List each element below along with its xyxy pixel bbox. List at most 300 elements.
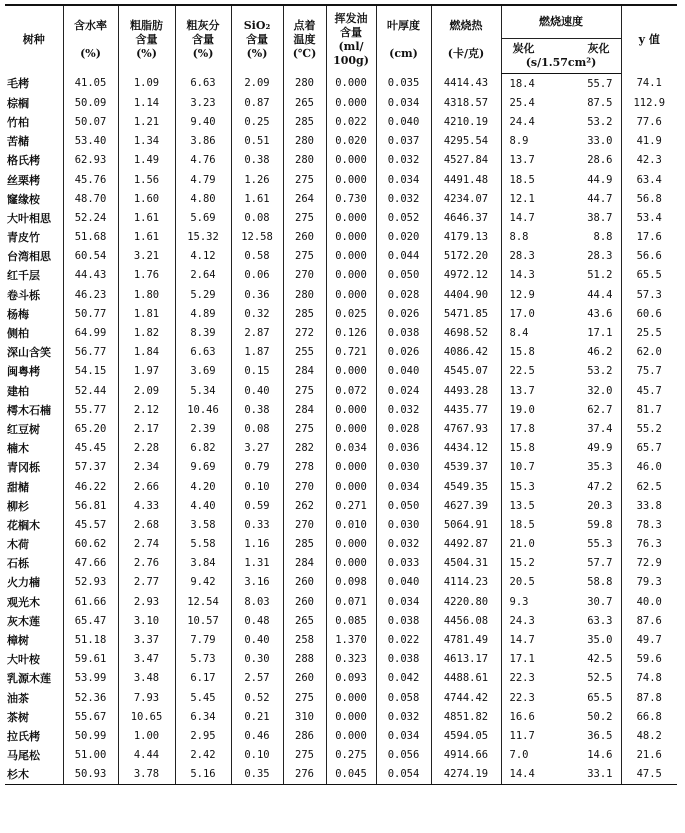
cell-sio2: 0.87 bbox=[231, 93, 283, 112]
cell-crude-ash: 6.63 bbox=[175, 74, 231, 94]
header-crude-ash-label2: 含量 bbox=[192, 32, 214, 46]
cell-sio2: 1.87 bbox=[231, 343, 283, 362]
cell-heat: 4414.43 bbox=[431, 74, 501, 94]
cell-moisture: 53.99 bbox=[63, 669, 118, 688]
cell-heat: 4914.66 bbox=[431, 746, 501, 765]
cell-crude-ash: 15.32 bbox=[175, 228, 231, 247]
cell-burn-char: 17.1 bbox=[501, 650, 555, 669]
cell-species: 窿缘桉 bbox=[7, 192, 40, 206]
header-burn-speed: 燃烧速度 bbox=[501, 5, 621, 39]
cell-y-value: 87.8 bbox=[621, 688, 677, 707]
cell-leaf-thickness: 0.052 bbox=[376, 208, 431, 227]
cell-crude-ash: 4.40 bbox=[175, 496, 231, 515]
cell-burn-ash: 52.5 bbox=[587, 672, 613, 685]
cell-ignition: 275 bbox=[283, 419, 326, 438]
header-leaf-thickness-unit: (cm) bbox=[389, 46, 418, 60]
cell-heat: 4527.84 bbox=[431, 151, 501, 170]
cell-burn-char: 24.4 bbox=[501, 112, 555, 131]
table-row bbox=[5, 726, 677, 745]
cell-burn-ash: 28.3 bbox=[587, 250, 613, 263]
cell-burn-ash: 53.2 bbox=[587, 115, 613, 128]
cell-species: 红千层 bbox=[7, 269, 40, 283]
cell-crude-fat: 1.14 bbox=[118, 93, 175, 112]
cell-ignition: 310 bbox=[283, 707, 326, 726]
cell-ignition: 255 bbox=[283, 343, 326, 362]
cell-species: 青皮竹 bbox=[7, 231, 40, 245]
table-row bbox=[5, 611, 677, 630]
cell-crude-ash: 4.12 bbox=[175, 247, 231, 266]
cell-volatile-oil: 0.000 bbox=[326, 726, 376, 745]
table-row bbox=[5, 381, 677, 400]
header-burn-ash: 灰化 bbox=[587, 42, 610, 55]
cell-heat: 5172.20 bbox=[431, 247, 501, 266]
cell-burn-ash: 14.6 bbox=[587, 749, 613, 762]
cell-sio2: 0.21 bbox=[231, 707, 283, 726]
cell-ignition: 260 bbox=[283, 669, 326, 688]
cell-heat: 4744.42 bbox=[431, 688, 501, 707]
table-row bbox=[5, 419, 677, 438]
cell-moisture: 45.76 bbox=[63, 170, 118, 189]
cell-sio2: 0.51 bbox=[231, 132, 283, 151]
cell-heat: 4504.31 bbox=[431, 554, 501, 573]
cell-ignition: 285 bbox=[283, 112, 326, 131]
cell-ignition: 264 bbox=[283, 189, 326, 208]
header-volatile-oil-unit2: 100g) bbox=[333, 53, 369, 67]
cell-burn-ash: 44.9 bbox=[587, 173, 613, 186]
cell-ignition: 280 bbox=[283, 151, 326, 170]
cell-sio2: 0.25 bbox=[231, 112, 283, 131]
cell-species: 卷斗栎 bbox=[7, 288, 40, 302]
header-heat bbox=[431, 5, 501, 74]
cell-burn-char: 7.0 bbox=[501, 746, 555, 765]
header-burn-char-ash bbox=[503, 42, 620, 56]
cell-crude-fat: 1.21 bbox=[118, 112, 175, 131]
cell-species: 深山含笑 bbox=[7, 346, 51, 360]
cell-species: 柳杉 bbox=[7, 499, 29, 513]
cell-moisture: 50.09 bbox=[63, 93, 118, 112]
cell-burn-char: 17.0 bbox=[501, 304, 555, 323]
table-row bbox=[5, 132, 677, 151]
cell-burn-ash: 50.2 bbox=[587, 710, 613, 723]
cell-ignition: 276 bbox=[283, 765, 326, 785]
cell-species: 杨梅 bbox=[7, 307, 29, 321]
cell-heat: 4435.77 bbox=[431, 400, 501, 419]
cell-y-value: 62.5 bbox=[621, 477, 677, 496]
cell-moisture: 50.93 bbox=[63, 765, 118, 785]
cell-crude-fat: 1.09 bbox=[118, 74, 175, 94]
cell-burn-char: 22.3 bbox=[501, 688, 555, 707]
cell-burn-ash: 44.7 bbox=[587, 192, 613, 205]
cell-burn-ash: 65.5 bbox=[587, 691, 613, 704]
cell-volatile-oil: 0.098 bbox=[326, 573, 376, 592]
cell-burn-char: 28.3 bbox=[501, 247, 555, 266]
cell-crude-fat: 1.76 bbox=[118, 266, 175, 285]
cell-volatile-oil: 0.000 bbox=[326, 266, 376, 285]
cell-burn-ash: 17.1 bbox=[587, 327, 613, 340]
cell-heat: 4086.42 bbox=[431, 343, 501, 362]
cell-burn-char: 9.3 bbox=[501, 592, 555, 611]
cell-ignition: 275 bbox=[283, 208, 326, 227]
cell-moisture: 51.18 bbox=[63, 630, 118, 649]
cell-burn-char: 12.1 bbox=[501, 189, 555, 208]
cell-heat: 4781.49 bbox=[431, 630, 501, 649]
cell-crude-fat: 1.80 bbox=[118, 285, 175, 304]
cell-crude-ash: 4.80 bbox=[175, 189, 231, 208]
cell-heat: 4274.19 bbox=[431, 765, 501, 785]
cell-volatile-oil: 0.045 bbox=[326, 765, 376, 785]
cell-volatile-oil: 0.000 bbox=[326, 419, 376, 438]
cell-sio2: 1.31 bbox=[231, 554, 283, 573]
cell-burn-char: 24.3 bbox=[501, 611, 555, 630]
cell-crude-ash: 5.73 bbox=[175, 650, 231, 669]
cell-crude-fat: 2.74 bbox=[118, 535, 175, 554]
cell-crude-fat: 2.66 bbox=[118, 477, 175, 496]
cell-leaf-thickness: 0.040 bbox=[376, 112, 431, 131]
cell-y-value: 46.0 bbox=[621, 458, 677, 477]
cell-crude-ash: 2.39 bbox=[175, 419, 231, 438]
cell-species: 苦槠 bbox=[7, 135, 29, 149]
cell-burn-ash: 53.2 bbox=[587, 365, 613, 378]
cell-moisture: 56.77 bbox=[63, 343, 118, 362]
cell-species: 毛栲 bbox=[7, 77, 29, 91]
cell-volatile-oil: 0.000 bbox=[326, 458, 376, 477]
cell-crude-fat: 4.33 bbox=[118, 496, 175, 515]
table-row bbox=[5, 477, 677, 496]
cell-crude-ash: 5.29 bbox=[175, 285, 231, 304]
cell-crude-ash: 9.42 bbox=[175, 573, 231, 592]
header-volatile-oil bbox=[326, 5, 376, 74]
cell-crude-fat: 3.21 bbox=[118, 247, 175, 266]
cell-y-value: 63.4 bbox=[621, 170, 677, 189]
cell-burn-ash: 49.9 bbox=[587, 442, 613, 455]
cell-heat: 4491.48 bbox=[431, 170, 501, 189]
cell-crude-fat: 1.97 bbox=[118, 362, 175, 381]
cell-leaf-thickness: 0.040 bbox=[376, 362, 431, 381]
cell-burn-ash: 36.5 bbox=[587, 729, 613, 742]
cell-crude-fat: 1.49 bbox=[118, 151, 175, 170]
cell-volatile-oil: 0.000 bbox=[326, 74, 376, 94]
cell-burn-char: 13.5 bbox=[501, 496, 555, 515]
cell-heat: 4234.07 bbox=[431, 189, 501, 208]
cell-moisture: 55.67 bbox=[63, 707, 118, 726]
header-moisture-unit: (%) bbox=[80, 46, 101, 60]
cell-heat: 4456.08 bbox=[431, 611, 501, 630]
table-row bbox=[5, 765, 677, 785]
cell-burn-char: 10.7 bbox=[501, 458, 555, 477]
cell-y-value: 57.3 bbox=[621, 285, 677, 304]
cell-burn-ash: 59.8 bbox=[587, 518, 613, 531]
cell-heat: 4493.28 bbox=[431, 381, 501, 400]
cell-moisture: 65.20 bbox=[63, 419, 118, 438]
cell-sio2: 0.79 bbox=[231, 458, 283, 477]
cell-crude-fat: 2.28 bbox=[118, 439, 175, 458]
cell-crude-ash: 4.76 bbox=[175, 151, 231, 170]
cell-crude-ash: 7.79 bbox=[175, 630, 231, 649]
cell-ignition: 260 bbox=[283, 573, 326, 592]
cell-burn-char: 22.3 bbox=[501, 669, 555, 688]
cell-ignition: 285 bbox=[283, 304, 326, 323]
cell-crude-ash: 10.46 bbox=[175, 400, 231, 419]
cell-burn-char: 17.8 bbox=[501, 419, 555, 438]
cell-burn-char: 14.4 bbox=[501, 765, 555, 785]
cell-sio2: 1.16 bbox=[231, 535, 283, 554]
cell-leaf-thickness: 0.032 bbox=[376, 400, 431, 419]
cell-burn-ash: 51.2 bbox=[587, 269, 613, 282]
table-row bbox=[5, 439, 677, 458]
cell-sio2: 3.16 bbox=[231, 573, 283, 592]
table-row bbox=[5, 458, 677, 477]
cell-crude-fat: 1.60 bbox=[118, 189, 175, 208]
cell-sio2: 1.26 bbox=[231, 170, 283, 189]
cell-sio2: 0.08 bbox=[231, 208, 283, 227]
cell-burn-ash: 46.2 bbox=[587, 346, 613, 359]
table-row bbox=[5, 554, 677, 573]
cell-sio2: 0.38 bbox=[231, 400, 283, 419]
header-burn-subcols bbox=[501, 39, 621, 74]
cell-leaf-thickness: 0.044 bbox=[376, 247, 431, 266]
cell-crude-ash: 9.69 bbox=[175, 458, 231, 477]
header-ignition bbox=[283, 5, 326, 74]
table-row bbox=[5, 573, 677, 592]
cell-crude-ash: 5.45 bbox=[175, 688, 231, 707]
cell-leaf-thickness: 0.028 bbox=[376, 419, 431, 438]
header-heat-unit: (卡/克) bbox=[447, 46, 485, 60]
table-row bbox=[5, 323, 677, 342]
cell-ignition: 284 bbox=[283, 400, 326, 419]
cell-crude-ash: 5.69 bbox=[175, 208, 231, 227]
cell-heat: 4179.13 bbox=[431, 228, 501, 247]
cell-y-value: 76.3 bbox=[621, 535, 677, 554]
cell-volatile-oil: 0.034 bbox=[326, 439, 376, 458]
cell-ignition: 284 bbox=[283, 554, 326, 573]
cell-sio2: 0.15 bbox=[231, 362, 283, 381]
cell-species: 竹柏 bbox=[7, 115, 29, 129]
cell-crude-ash: 9.40 bbox=[175, 112, 231, 131]
cell-burn-char: 12.9 bbox=[501, 285, 555, 304]
table-row bbox=[5, 630, 677, 649]
cell-sio2: 0.36 bbox=[231, 285, 283, 304]
cell-leaf-thickness: 0.020 bbox=[376, 228, 431, 247]
cell-burn-char: 13.7 bbox=[501, 381, 555, 400]
cell-crude-ash: 6.17 bbox=[175, 669, 231, 688]
header-burn-units: (s/1.57cm²) bbox=[525, 56, 597, 69]
cell-leaf-thickness: 0.035 bbox=[376, 74, 431, 94]
cell-ignition: 284 bbox=[283, 362, 326, 381]
table-row bbox=[5, 93, 677, 112]
cell-crude-ash: 4.20 bbox=[175, 477, 231, 496]
cell-y-value: 56.6 bbox=[621, 247, 677, 266]
cell-crude-fat: 2.68 bbox=[118, 515, 175, 534]
header-leaf-thickness bbox=[376, 5, 431, 74]
cell-burn-ash: 42.5 bbox=[587, 653, 613, 666]
table-row bbox=[5, 266, 677, 285]
cell-species: 丝栗栲 bbox=[7, 173, 40, 187]
cell-leaf-thickness: 0.034 bbox=[376, 170, 431, 189]
table-row bbox=[5, 170, 677, 189]
cell-crude-fat: 3.10 bbox=[118, 611, 175, 630]
cell-ignition: 275 bbox=[283, 688, 326, 707]
cell-ignition: 275 bbox=[283, 381, 326, 400]
header-crude-ash-label: 粗灰分 bbox=[186, 18, 220, 32]
header-heat-label: 燃烧热 bbox=[449, 18, 483, 32]
cell-burn-ash: 30.7 bbox=[587, 595, 613, 608]
cell-crude-ash: 2.64 bbox=[175, 266, 231, 285]
cell-burn-char: 22.5 bbox=[501, 362, 555, 381]
cell-ignition: 278 bbox=[283, 458, 326, 477]
table-row bbox=[5, 535, 677, 554]
cell-heat: 4549.35 bbox=[431, 477, 501, 496]
cell-y-value: 112.9 bbox=[621, 93, 677, 112]
cell-leaf-thickness: 0.034 bbox=[376, 93, 431, 112]
cell-species: 火力楠 bbox=[7, 576, 40, 590]
table-row bbox=[5, 228, 677, 247]
data-table-container bbox=[5, 4, 677, 785]
cell-moisture: 41.05 bbox=[63, 74, 118, 94]
cell-crude-fat: 3.37 bbox=[118, 630, 175, 649]
cell-burn-char: 8.8 bbox=[501, 228, 555, 247]
cell-y-value: 81.7 bbox=[621, 400, 677, 419]
cell-burn-char: 11.7 bbox=[501, 726, 555, 745]
cell-moisture: 45.57 bbox=[63, 515, 118, 534]
cell-sio2: 2.09 bbox=[231, 74, 283, 94]
cell-leaf-thickness: 0.030 bbox=[376, 458, 431, 477]
cell-crude-ash: 5.16 bbox=[175, 765, 231, 785]
cell-sio2: 0.38 bbox=[231, 151, 283, 170]
table-row bbox=[5, 362, 677, 381]
cell-burn-char: 14.3 bbox=[501, 266, 555, 285]
cell-species: 木荷 bbox=[7, 538, 29, 552]
cell-volatile-oil: 0.025 bbox=[326, 304, 376, 323]
cell-ignition: 258 bbox=[283, 630, 326, 649]
table-header bbox=[5, 5, 677, 74]
cell-species: 红豆树 bbox=[7, 422, 40, 436]
header-ignition-label2: 温度 bbox=[293, 32, 316, 46]
cell-leaf-thickness: 0.037 bbox=[376, 132, 431, 151]
cell-species: 台湾相思 bbox=[7, 250, 51, 264]
cell-burn-ash: 35.0 bbox=[587, 634, 613, 647]
cell-heat: 4698.52 bbox=[431, 323, 501, 342]
cell-y-value: 66.8 bbox=[621, 707, 677, 726]
header-y-value: y 值 bbox=[621, 5, 677, 74]
cell-y-value: 25.5 bbox=[621, 323, 677, 342]
cell-ignition: 262 bbox=[283, 496, 326, 515]
table-row bbox=[5, 746, 677, 765]
cell-sio2: 0.10 bbox=[231, 477, 283, 496]
cell-heat: 5064.91 bbox=[431, 515, 501, 534]
cell-crude-fat: 1.82 bbox=[118, 323, 175, 342]
header-sio2-unit: (%) bbox=[246, 46, 268, 60]
cell-heat: 4972.12 bbox=[431, 266, 501, 285]
cell-crude-ash: 2.95 bbox=[175, 726, 231, 745]
cell-sio2: 0.10 bbox=[231, 746, 283, 765]
cell-volatile-oil: 0.000 bbox=[326, 477, 376, 496]
cell-burn-ash: 55.3 bbox=[587, 538, 613, 551]
cell-y-value: 87.6 bbox=[621, 611, 677, 630]
table-row bbox=[5, 247, 677, 266]
table-row bbox=[5, 189, 677, 208]
cell-volatile-oil: 0.071 bbox=[326, 592, 376, 611]
cell-heat: 4404.90 bbox=[431, 285, 501, 304]
cell-burn-char: 8.9 bbox=[501, 132, 555, 151]
cell-species: 观光木 bbox=[7, 595, 40, 609]
cell-moisture: 48.70 bbox=[63, 189, 118, 208]
cell-crude-ash: 4.79 bbox=[175, 170, 231, 189]
cell-ignition: 280 bbox=[283, 285, 326, 304]
header-crude-fat-label: 粗脂肪 bbox=[130, 18, 163, 32]
cell-crude-ash: 3.84 bbox=[175, 554, 231, 573]
cell-heat: 4492.87 bbox=[431, 535, 501, 554]
cell-moisture: 62.93 bbox=[63, 151, 118, 170]
cell-y-value: 47.5 bbox=[621, 765, 677, 785]
cell-species: 樗木石楠 bbox=[7, 403, 51, 417]
cell-burn-char: 14.7 bbox=[501, 208, 555, 227]
table-row bbox=[5, 650, 677, 669]
cell-crude-fat: 7.93 bbox=[118, 688, 175, 707]
cell-ignition: 275 bbox=[283, 247, 326, 266]
cell-volatile-oil: 0.000 bbox=[326, 707, 376, 726]
cell-leaf-thickness: 0.038 bbox=[376, 611, 431, 630]
cell-moisture: 50.07 bbox=[63, 112, 118, 131]
cell-ignition: 285 bbox=[283, 535, 326, 554]
cell-heat: 4220.80 bbox=[431, 592, 501, 611]
cell-y-value: 60.6 bbox=[621, 304, 677, 323]
cell-leaf-thickness: 0.024 bbox=[376, 381, 431, 400]
cell-moisture: 45.45 bbox=[63, 439, 118, 458]
header-species: 树种 bbox=[5, 5, 63, 74]
cell-crude-ash: 3.58 bbox=[175, 515, 231, 534]
cell-volatile-oil: 0.000 bbox=[326, 170, 376, 189]
table-row bbox=[5, 688, 677, 707]
cell-y-value: 77.6 bbox=[621, 112, 677, 131]
cell-burn-ash: 33.1 bbox=[555, 765, 621, 785]
cell-sio2: 0.48 bbox=[231, 611, 283, 630]
cell-burn-ash: 43.6 bbox=[587, 307, 613, 320]
cell-burn-ash: 20.3 bbox=[587, 499, 613, 512]
cell-leaf-thickness: 0.054 bbox=[376, 765, 431, 785]
cell-moisture: 51.68 bbox=[63, 228, 118, 247]
cell-y-value: 49.7 bbox=[621, 630, 677, 649]
cell-crude-fat: 2.17 bbox=[118, 419, 175, 438]
cell-species: 闽粤栲 bbox=[7, 365, 40, 379]
cell-y-value: 55.2 bbox=[621, 419, 677, 438]
cell-volatile-oil: 0.000 bbox=[326, 535, 376, 554]
cell-leaf-thickness: 0.042 bbox=[376, 669, 431, 688]
cell-crude-fat: 3.78 bbox=[118, 765, 175, 785]
cell-ignition: 282 bbox=[283, 439, 326, 458]
cell-burn-char: 8.4 bbox=[501, 323, 555, 342]
cell-y-value: 65.7 bbox=[621, 439, 677, 458]
cell-heat: 4210.19 bbox=[431, 112, 501, 131]
header-sio2 bbox=[231, 5, 283, 74]
cell-leaf-thickness: 0.026 bbox=[376, 304, 431, 323]
cell-burn-ash: 63.3 bbox=[587, 614, 613, 627]
table-row bbox=[5, 304, 677, 323]
cell-moisture: 65.47 bbox=[63, 611, 118, 630]
cell-crude-fat: 3.47 bbox=[118, 650, 175, 669]
cell-heat: 4767.93 bbox=[431, 419, 501, 438]
cell-burn-ash: 32.0 bbox=[587, 384, 613, 397]
cell-crude-fat: 10.65 bbox=[118, 707, 175, 726]
cell-burn-ash: 33.0 bbox=[587, 135, 613, 148]
cell-crude-ash: 8.39 bbox=[175, 323, 231, 342]
header-burn-char: 炭化 bbox=[512, 42, 535, 55]
table-row bbox=[5, 707, 677, 726]
cell-burn-ash: 47.2 bbox=[587, 480, 613, 493]
cell-species: 格氏栲 bbox=[7, 154, 40, 168]
cell-y-value: 53.4 bbox=[621, 208, 677, 227]
table-row bbox=[5, 208, 677, 227]
cell-species: 乳源木莲 bbox=[7, 672, 51, 686]
